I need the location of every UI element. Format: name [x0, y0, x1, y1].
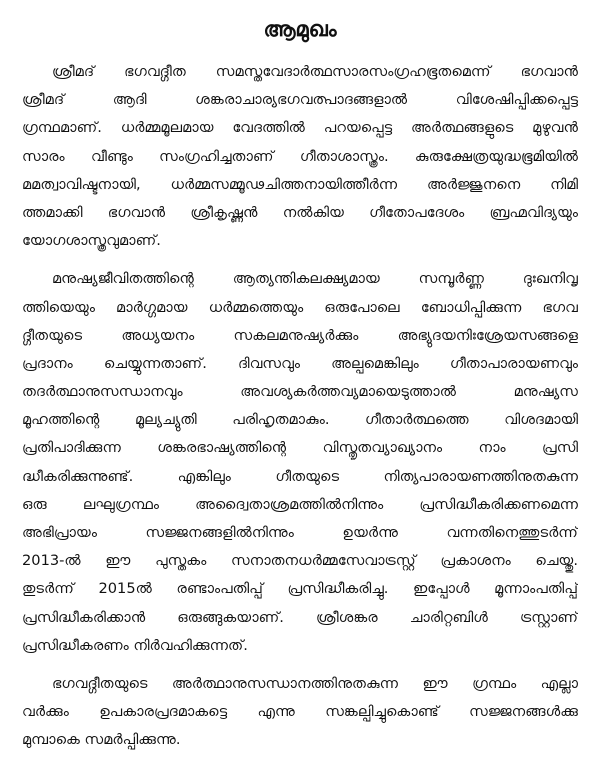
text-line: അഭിപ്രായം സജ്ജനങ്ങളിൽനിന്നും ഉയർന്നു വന്നതിനെത്തുടർന്ന് — [22, 524, 578, 541]
text-line: ദ്ഗീതയുടെ അധ്യയനം സകലമനുഷ്യർക്കും അഭ്യുദയനിഃശ്രേയസങ്ങളെ — [22, 326, 578, 344]
text-line: ദ്ധീകരിക്കുന്നുണ്ട്. എങ്കിലും ഗീതയുടെ നിത്യപാരായണത്തിനുതകുന്ന — [22, 467, 578, 485]
text-line: ഗ്രന്ഥമാണ്. ധർമ്മമൂലമായ വേദത്തിൽ പറയപ്പെട്ട അർത്ഥങ്ങളുടെ മുഴുവൻ — [22, 119, 578, 137]
page-title: ആമുഖം — [263, 17, 337, 41]
text-line: പ്രതിപാദിക്കുന്ന ശങ്കരഭാഷ്യത്തിന്റെ വിസ്തൃതവ്യാഖ്യാനം നാം പ്രസി — [22, 439, 578, 457]
text-line: ത്തിയെയും മാർഗ്ഗമായ ധർമ്മത്തെയും ഒരുപോലെ ബോധിപ്പിക്കുന്ന ഭഗവ — [22, 298, 578, 316]
text-line: മമത്വാവിഷ്ടനായി, ധർമ്മസമ്മൂഢചിത്തനായിത്തീർന്ന അർജ്ജുനനെ നിമി — [22, 175, 578, 193]
text-line: സാരം വീണ്ടും സംഗ്രഹിച്ചതാണ് ഗീതാശാസ്ത്രം. കുരുക്ഷേത്രയുദ്ധഭൂമിയിൽ — [22, 147, 578, 165]
text-line: മൂഹത്തിന്റെ മൂല്യച്യുതി പരിഹൃതമാകും. ഗീതാർത്ഥത്തെ വിശദമായി — [22, 411, 578, 429]
paragraph-3 — [22, 670, 578, 755]
paragraph-1 — [22, 58, 578, 255]
text-line: 2013-ൽ ഈ പുസ്തകം സനാതനധർമ്മസേവാട്രസ്റ്റ് പ്രകാശനം ചെയ്തു. — [22, 552, 578, 570]
text-line: ശ്രീമദ് ഭഗവദ്ഗീത സമസ്തവേദാർത്ഥസാരസംഗ്രഹഭൂതമെന്ന് ഭഗവാൻ — [52, 63, 578, 80]
text-line: ഭഗവദ്ഗീതയുടെ അർത്ഥാനുസന്ധാനത്തിനുതകുന്ന ഈ ഗ്രന്ഥം എല്ലാ — [52, 674, 578, 692]
text-line: തദർത്ഥാനുസന്ധാനവും അവശ്യകർത്തവ്യമായെടുത്താൽ മനുഷ്യസ — [22, 383, 578, 401]
text-line: പ്രസിദ്ധീകരണം നിർവഹിക്കുന്നത്. — [22, 636, 248, 654]
text-line: ഒരു ലഘുഗ്രന്ഥം അദ്വൈതാശ്രമത്തിൽനിന്നും പ്രസിദ്ധീകരിക്കണമെന്ന — [22, 495, 578, 513]
text-line: ശ്രീമദ് ആദി ശങ്കരാചാര്യഭഗവത്പാദങ്ങളാൽ വിശേഷിപ്പിക്കപ്പെട്ട — [22, 91, 578, 109]
text-line: തുടർന്ന് 2015ൽ രണ്ടാംപതിപ്പ് പ്രസിദ്ധീകരിച്ചു. ഇപ്പോൾ മൂന്നാംപതിപ്പ് — [22, 580, 578, 598]
text-line: വർക്കും ഉപകാരപ്രദമാകട്ടെ എന്നു സങ്കല്പിച്ചുകൊണ്ട് സജ്ജനങ്ങൾക്കു — [22, 703, 578, 721]
text-line: പ്രസിദ്ധീകരിക്കാൻ ഒരുങ്ങുകയാണ്. ശ്രീശങ്കര ചാരിറ്റബിൾ ട്രസ്റ്റാണ് — [22, 608, 578, 626]
text-line: യോഗശാസ്ത്രവുമാണ്. — [22, 232, 161, 250]
text-line: മനുഷ്യജീവിതത്തിന്റെ ആത്യന്തികലക്ഷ്യമായ സമ്പൂർണ്ണ ദുഃഖനിവൃ — [52, 270, 578, 288]
text-line: പ്രദാനം ചെയ്യുന്നതാണ്. ദിവസവും അല്പമെങ്കിലും ഗീതാപാരായണവും — [22, 354, 578, 372]
paragraph-2 — [22, 265, 578, 660]
text-line: ത്തമാക്കി ഭഗവാൻ ശ്രീകൃഷ്ണൻ നൽകിയ ഗീതോപദേശം ബ്രഹ്മവിദ്യയും — [22, 203, 578, 221]
text-line: മുമ്പാകെ സമർപ്പിക്കുന്നു. — [22, 731, 181, 749]
